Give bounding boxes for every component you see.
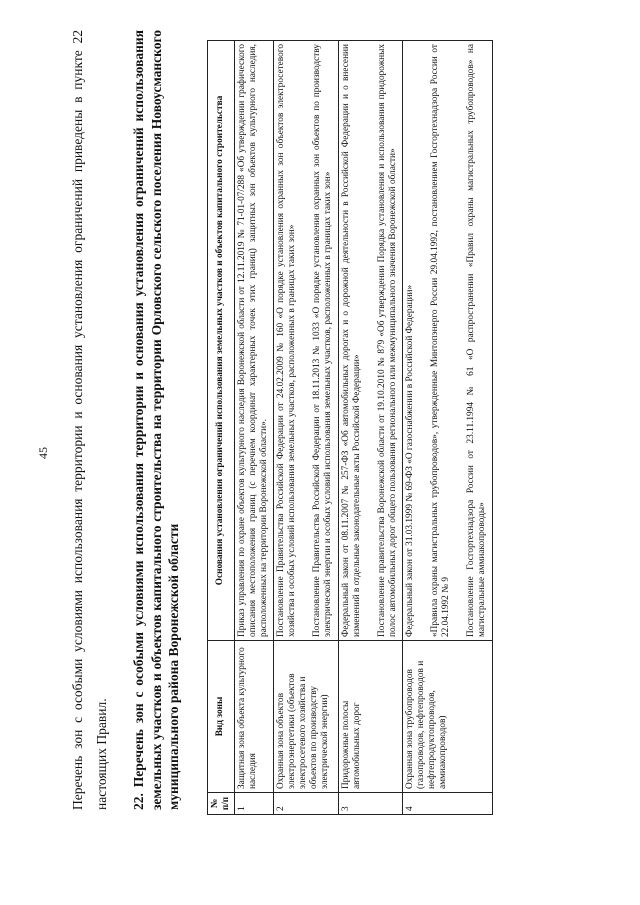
basis-document: Постановление правительства Воронежской области от 19.10.2010 № 879 «Об утверждении Порядка установления и использования придорожных полос автомобильных дорог общего пользования регионального или межмуниципального значения Воронежской области» [376, 44, 398, 637]
zone-basis [234, 41, 274, 641]
zone-type: Охранная зона объектов электроэнергетики (объектов электросетевого хозяйства и объектов по производству электрической энергии) [274, 641, 339, 793]
row-number: 2 [274, 793, 339, 815]
header-zone-type: Вид зоны [208, 641, 235, 793]
page-number: 45 [36, 447, 50, 459]
table-row [403, 41, 492, 815]
basis-document: Приказ управления по охране объектов культурного наследия Воронежской области от 12.11.2019 № 71-01-07/288 «Об утверждении графического описания местоположения границ (с перечнем координат характерных точек этих границ) защитных зон объектов культурного наследия, расположенных на территории Воронежской области». [236, 44, 269, 637]
basis-document: Постановление Правительства Российской Федерации от 24.02.2009 № 160 «О порядке установления охранных зон объектов электросетевого хозяйства и особых условий использования земельных участков, расположенных в границах таких зон» [276, 44, 298, 637]
basis-document: Федеральный закон от 08.11.2007 № 257-ФЗ «Об автомобильных дорогах и о дорожной деятельности в Российской Федерации и о внесении изменений в отдельные законодательные акты Российской Федерации» [340, 44, 362, 637]
header-basis: Основания установления ограничений использования земельных участков и объектов капитального строительства [208, 41, 235, 641]
table-row [274, 41, 339, 815]
zone-type: Охранная зона трубопроводов (газопроводов, нефтепроводов и нефтепродуктопроводов, аммиакопроводов) [403, 641, 492, 793]
row-number: 1 [234, 793, 274, 815]
section-heading: 22. Перечень зон с особыми условиями использования территории и основания установления ограничений использования земельных участков и объектов капитального строительства на территории Орловского сельского поселения Новоусманского муниципального района Воронежской области [131, 30, 182, 810]
zone-basis [403, 41, 492, 641]
zone-basis [274, 41, 339, 641]
zone-basis [338, 41, 403, 641]
header-num: № п/п [208, 793, 235, 815]
zones-table [207, 40, 493, 815]
row-number: 3 [338, 793, 403, 815]
zone-type: Придорожные полосы автомобильных дорог [338, 641, 403, 793]
basis-document: Федеральный закон от 31.03.1999 № 69-ФЗ «О газоснабжении в Российской Федерации» [405, 284, 416, 637]
table-row [338, 41, 403, 815]
basis-document: Постановление Правительства Российской Федерации от 18.11.2013 № 1033 «О порядке установления охранных зон объектов по производству электрической энергии и особых условий использования земельных участков, расположенных в границах таких зон» [312, 44, 333, 637]
basis-document: «Правила охраны магистральных трубопроводов», утвержденные Минтопэнерго России 29.04.1992, постановлением Госгортехнадзора России от 22.04.1992 № 9 [430, 44, 452, 637]
table-row [234, 41, 274, 815]
table-header-row [208, 41, 235, 815]
zone-type: Защитная зона объекта культурного наследия [234, 641, 274, 793]
row-number: 4 [403, 793, 492, 815]
intro-paragraph: Перечень зон с особыми условиями использования территории и основания установления ограничений приведены в пункте 22 настоящих Правил. [70, 30, 109, 810]
basis-document: Постановление Госгортехнадзора России от 23.11.1994 № 61 «О распространении «Правил охраны магистральных трубопроводов» на магистральные аммиакопроводы» [466, 44, 487, 637]
